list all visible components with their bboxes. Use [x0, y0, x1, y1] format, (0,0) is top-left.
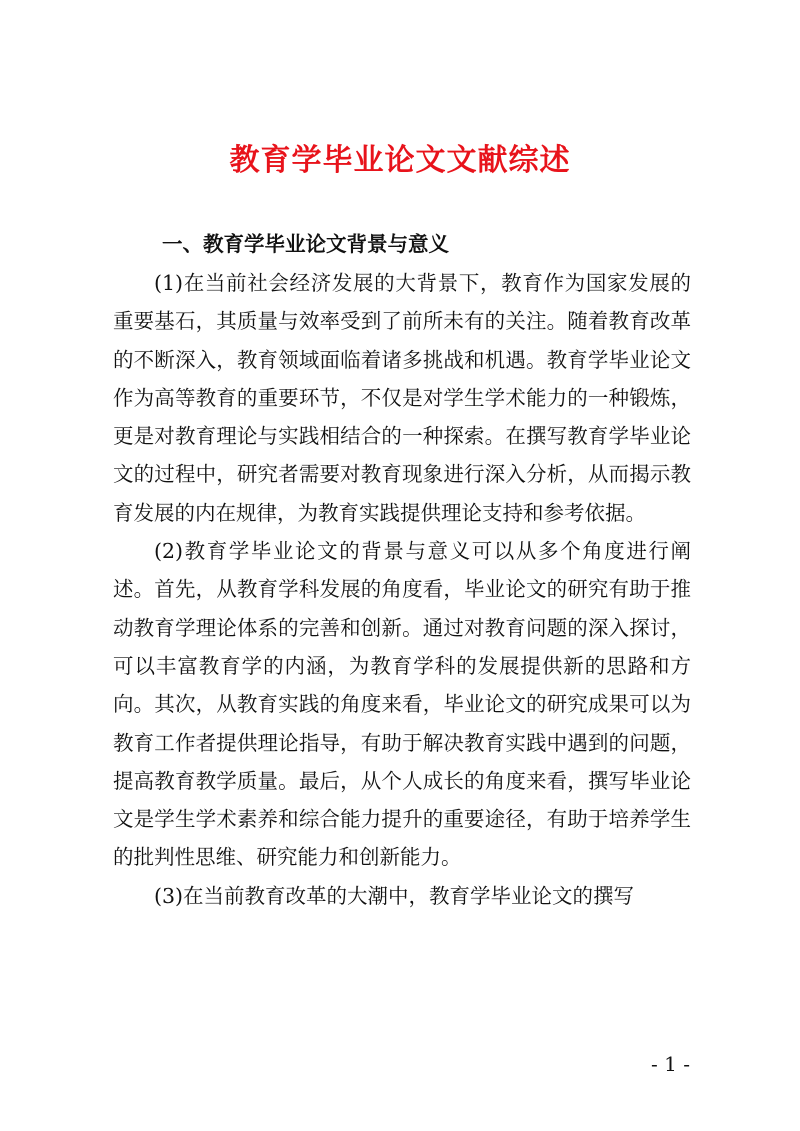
paragraph-3: (3)在当前教育改革的大潮中，教育学毕业论文的撰写 [154, 883, 635, 908]
page-number: - 1 - [651, 1052, 690, 1076]
paragraph-1: (1)在当前社会经济发展的大背景下，教育作为国家发展的重要基石，其质量与效率受到了前所未有的关注。随着教育改革的不断深入，教育领域面临着诸多挑战和机遇。教育学毕业论文作为高等教育的重要环节，不仅是对学生学术能力的一种锻炼，更是对教育理论与实践相结合的一种探索。在撰写教育学毕业论文的过程中，研究者需要对教育现象进行深入分析，从而揭示教育发展的内在规律，为教育实践提供理论支持和参考依据。 [113, 271, 691, 525]
document-title: 教育学毕业论文文献综述 [229, 143, 571, 178]
section-heading: 一、教育学毕业论文背景与意义 [162, 232, 449, 256]
paragraph-2: (2)教育学毕业论文的背景与意义可以从多个角度进行阐述。首先，从教育学科发展的角度看，毕业论文的研究有助于推动教育学理论体系的完善和创新。通过对教育问题的深入探讨，可以丰富教育学的内涵，为教育学科的发展提供新的思路和方向。其次，从教育实践的角度来看，毕业论文的研究成果可以为教育工作者提供理论指导，有助于解决教育实践中遇到的问题，提高教育教学质量。最后，从个人成长的角度来看，撰写毕业论文是学生学术素养和综合能力提升的重要途径，有助于培养学生的批判性思维、研究能力和创新能力。 [113, 539, 691, 870]
body-text [113, 264, 691, 915]
